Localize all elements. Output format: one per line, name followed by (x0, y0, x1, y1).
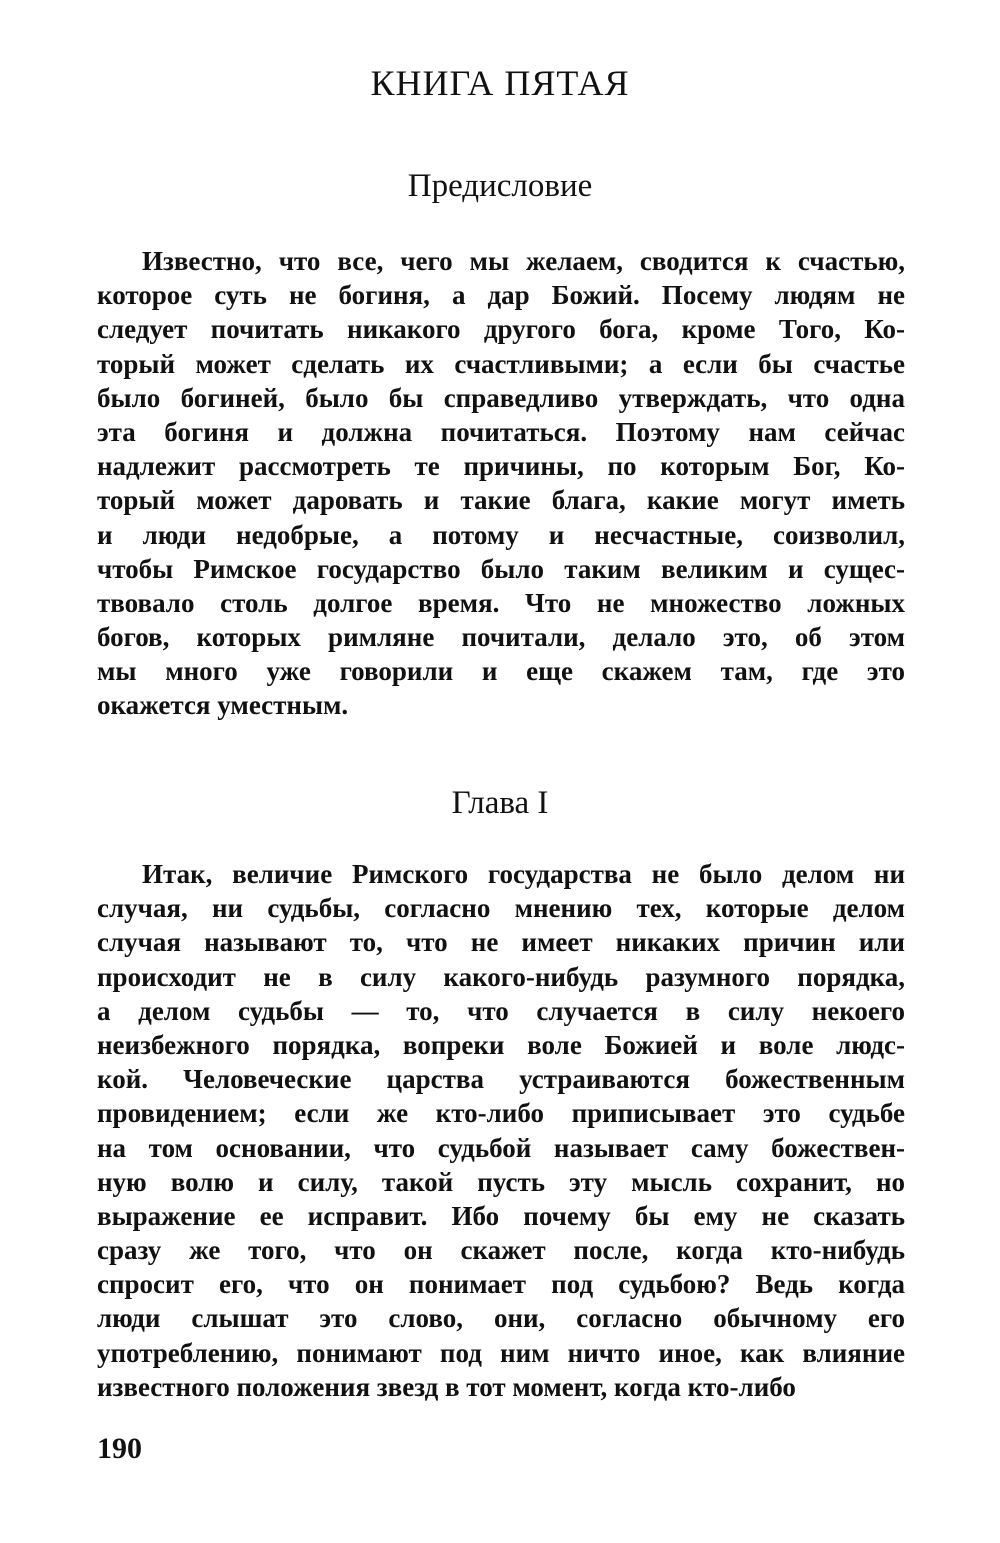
text-line: и люди недобрые, а потому и несчастные, соизволил, (97, 519, 905, 550)
text-line: мы много уже говорили и еще скажем там, где это (97, 656, 905, 687)
text-line: было богиней, было бы справедливо утверждать, что одна (97, 382, 905, 413)
text-line: а делом судьбы — то, что случается в силу некоего (97, 995, 905, 1026)
text-line: торый может сделать их счастливыми; а если бы счастье (97, 348, 905, 379)
text-line: надлежит рассмотреть те причины, по которым Бог, Ко- (97, 451, 905, 482)
text-line: эта богиня и должна почитаться. Поэтому нам сейчас (97, 416, 905, 447)
text-line: люди слышат это слово, они, согласно обычному его (97, 1303, 905, 1334)
text-line: твовало столь долгое время. Что не множество ложных (97, 587, 905, 618)
text-line: случая, ни судьбы, согласно мнению тех, которые делом (97, 893, 905, 924)
text-line: известного положения звезд в тот момент, когда кто-либо (97, 1371, 796, 1402)
text-line: окажется уместным. (97, 690, 349, 721)
text-line: случая называют то, что не имеет никаких причин или (97, 927, 905, 958)
text-line: Известно, что все, чего мы желаем, сводится к счастью, (142, 246, 905, 276)
text-line: неизбежного порядка, вопреки воле Божией и воле людс- (97, 1029, 905, 1060)
chapter-paragraph (97, 857, 905, 1404)
text-line: спросит его, что он понимает под судьбою? Ведь когда (97, 1269, 905, 1300)
preface-paragraph (97, 244, 905, 723)
preface-title: Предисловие (407, 168, 593, 204)
text-line: на том основании, что судьбой называет саму божествен- (97, 1132, 905, 1163)
book-title: КНИГА ПЯТАЯ (370, 63, 630, 103)
text-line: выражение ее исправит. Ибо почему бы ему не сказать (97, 1200, 905, 1231)
text-line: торый может даровать и такие блага, какие могут иметь (97, 485, 905, 516)
chapter-title: Глава I (451, 785, 549, 821)
text-line: кой. Человеческие царства устраиваются божественным (97, 1064, 905, 1095)
text-line: происходит не в силу какого-нибудь разумного порядка, (97, 961, 905, 992)
text-line: богов, которых римляне почитали, делало это, об этом (97, 622, 905, 653)
text-line: которое суть не богиня, а дар Божий. Посему людям не (97, 280, 905, 311)
text-line: употреблению, понимают под ним ничто иное, как влияние (97, 1337, 905, 1368)
page-number: 190 (97, 1432, 142, 1465)
text-line: ную волю и силу, такой пусть эту мысль сохранит, но (97, 1166, 905, 1197)
text-line: провидением; если же кто-либо приписывает это судьбе (97, 1098, 905, 1129)
text-line: сразу же того, что он скажет после, когда кто-нибудь (97, 1235, 905, 1266)
text-line: следует почитать никакого другого бога, кроме Того, Ко- (97, 314, 905, 345)
text-line: Итак, величие Римского государства не было делом ни (142, 859, 905, 889)
text-line: чтобы Римское государство было таким великим и сущес- (97, 553, 905, 584)
